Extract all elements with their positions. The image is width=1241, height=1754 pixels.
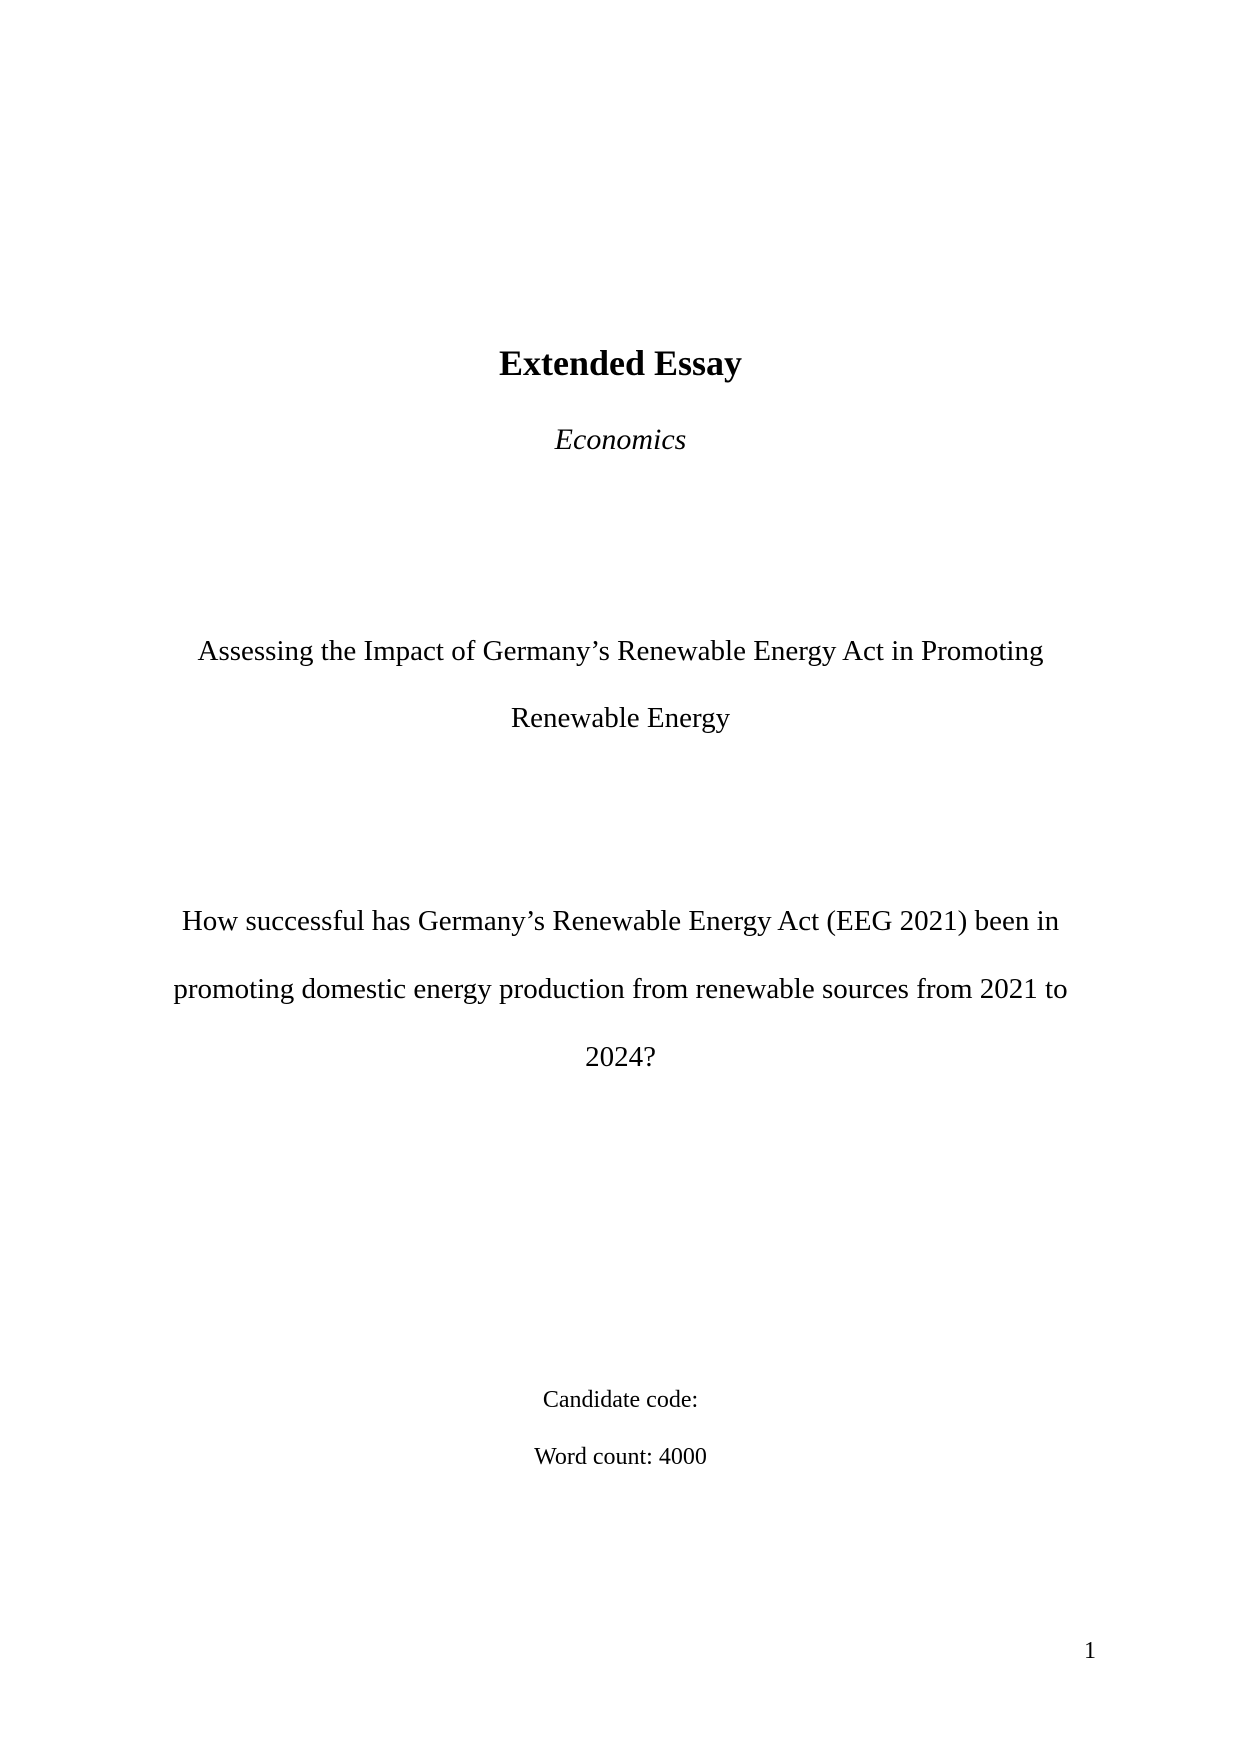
page-number: 1 — [1084, 1638, 1096, 1664]
research-question-line: 2024? — [585, 1041, 656, 1073]
research-question — [0, 887, 1241, 1091]
research-question-line: How successful has Germany’s Renewable Energy Act (EEG 2021) been in — [181, 905, 1060, 937]
essay-title — [0, 618, 1241, 752]
page-title: Extended Essay — [498, 343, 743, 383]
subject-label: Economics — [554, 423, 687, 456]
essay-title-line: Assessing the Impact of Germany’s Renewable Energy Act in Promoting — [197, 635, 1044, 667]
essay-title-line: Renewable Energy — [510, 702, 731, 734]
word-count: Word count: 4000 — [534, 1444, 707, 1470]
candidate-code: Candidate code: — [542, 1387, 699, 1413]
research-question-line: promoting domestic energy production from renewable sources from 2021 to — [173, 973, 1068, 1005]
